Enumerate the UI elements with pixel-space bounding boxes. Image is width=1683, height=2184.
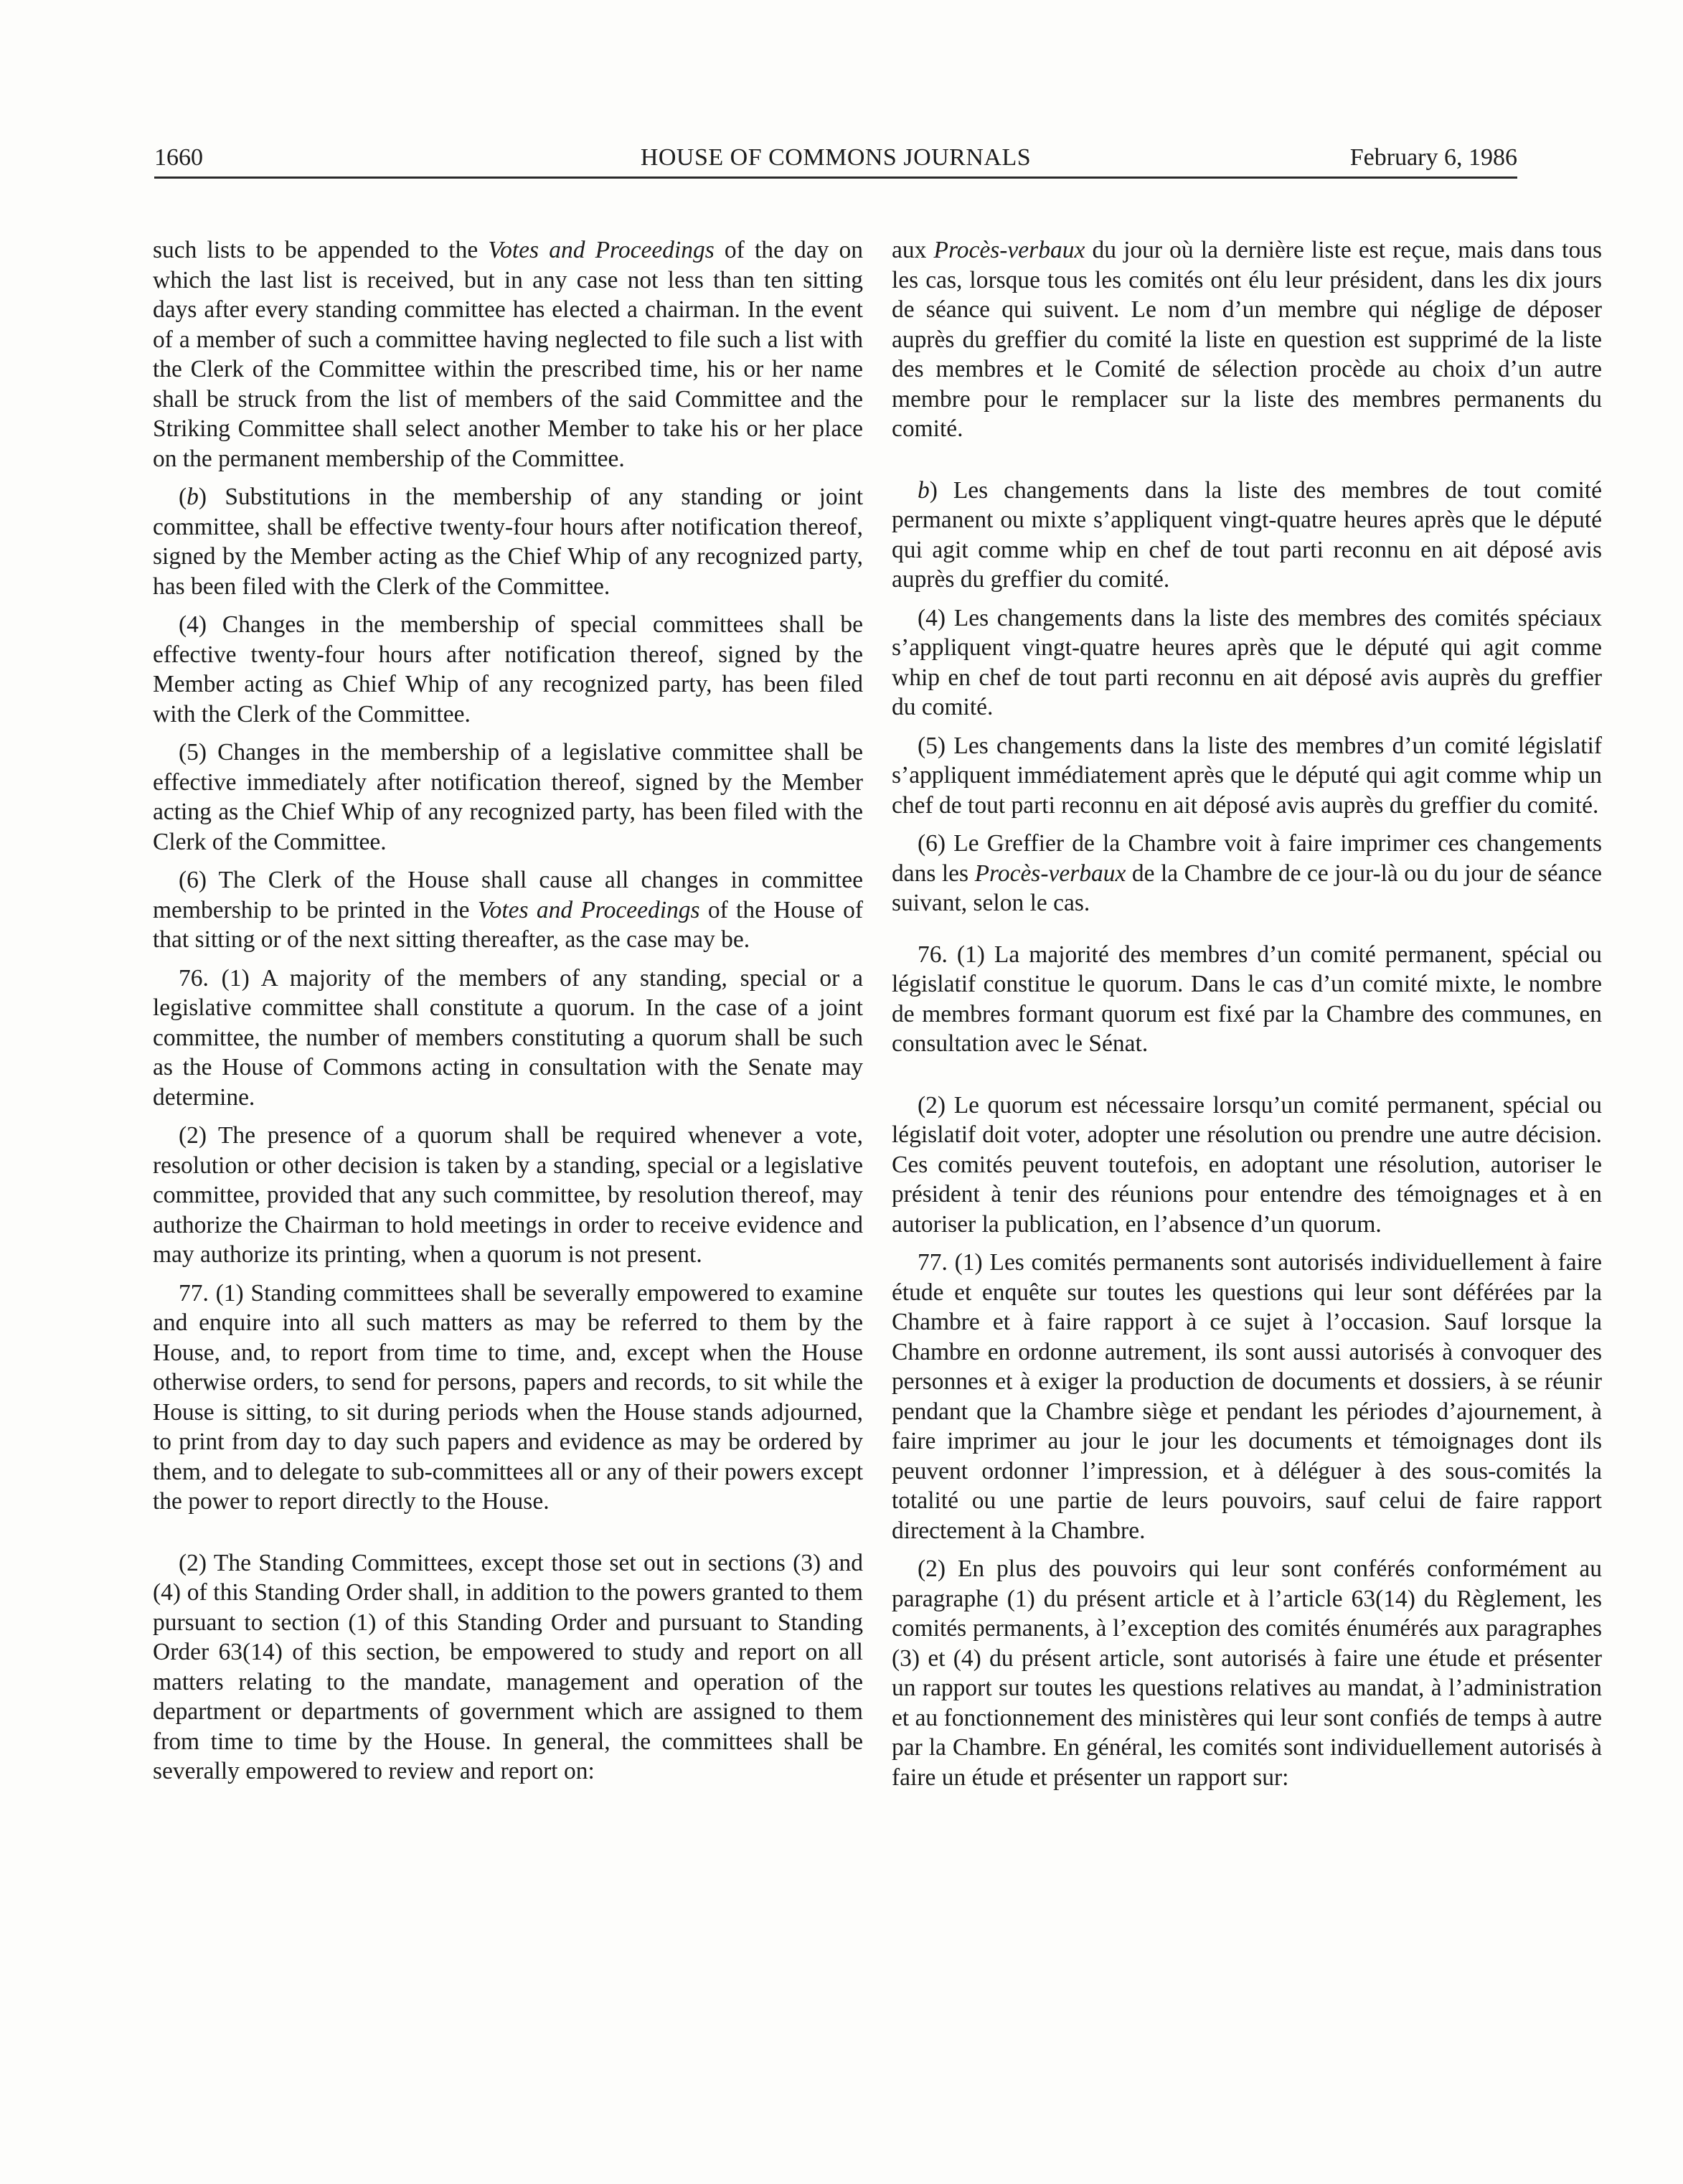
fr-paragraph: (5) Les changements dans la liste des membres d’un comité législatif s’appliquent immédiatement après que le député qui agit comme whip un chef de tout parti reconnu en ait déposé avis auprès du greffier du comité.: [892, 732, 1602, 819]
en-paragraph: 76. (1) A majority of the members of any standing, special or a legislative committee shall constitute a quorum. In the case of a joint committee, the number of members constituting a quorum shall be such as the House of Commons acting in consultation with the Senate may determine.: [153, 964, 863, 1111]
french-column: [892, 235, 1602, 1801]
fr-paragraph: 76. (1) La majorité des membres d’un comité permanent, spécial ou législatif constitue le quorum. Dans le cas d’un comité mixte, le nombre de membres formant quorum est fixé par la Chambre des communes, en consultation avec le Sénat.: [892, 941, 1602, 1057]
en-paragraph: such lists to be appended to the Votes and Proceedings of the day on which the last list is received, but in any case not less than ten sitting days after every standing committee has elected a chairman. In the event of a member of such a committee having neglected to file such a list with the Clerk of the Committee within the prescribed time, his or her name shall be struck from the list of members of the said Committee and the Striking Committee shall select another Member to take his or her place on the permanent membership of the Committee.: [153, 237, 864, 472]
english-column: [153, 235, 863, 1795]
italic-text: b: [918, 476, 930, 504]
italic-text: Votes and Proceedings: [477, 896, 700, 923]
fr-paragraph: (4) Les changements dans la liste des membres des comités spéciaux s’appliquent vingt-quatre heures après que le député qui agit comme whip en chef de tout parti reconnu en ait déposé avis auprès du greffier du comité.: [892, 604, 1602, 720]
header-date: February 6, 1986: [1349, 144, 1517, 171]
en-paragraph: (2) The presence of a quorum shall be required whenever a vote, resolution or other decision is taken by a standing, special or a legislative committee, provided that any such committee, by resolution thereof, may authorize the Chairman to hold meetings in order to receive evidence and may authorize its printing, when a quorum is not present.: [153, 1122, 863, 1268]
en-paragraph: (2) The Standing Committees, except those set out in sections (3) and (4) of this Standing Order shall, in addition to the powers granted to them pursuant to section (1) of this Standing Order and pursuant to Standing Order 63(14) of this section, be empowered to study and report on all matters relating to the mandate, management and operation of the department or departments of government which are assigned to them from time to time by the House. In general, the committees shall be severally empowered to review and report on:: [153, 1549, 863, 1784]
fr-paragraph: (2) Le quorum est nécessaire lorsqu’un comité permanent, spécial ou législatif doit voter, adopter une résolution ou prendre une autre décision. Ces comités peuvent toutefois, en adoptant une résolution, autoriser le président à tenir des réunions pour entendre des témoignages et à en autoriser la publication, en l’absence d’un quorum.: [892, 1091, 1602, 1238]
en-paragraph: (5) Changes in the membership of a legislative committee shall be effective immediately after notification thereof, signed by the Member acting as the Chief Whip of any recognized party, has been filed with the Clerk of the Committee.: [153, 739, 863, 855]
fr-paragraph: b) Les changements dans la liste des membres de tout comité permanent ou mixte s’appliquent vingt-quatre heures après que le député qui agit comme whip en chef de tout parti reconnu en ait déposé avis auprès du greffier du comité.: [892, 476, 1602, 593]
italic-text: Votes and Proceedings: [488, 237, 715, 263]
page-header: [154, 136, 1517, 172]
italic-text: Procès-verbaux: [933, 237, 1085, 263]
en-paragraph: (b) Substitutions in the membership of any standing or joint committee, shall be effective twenty-four hours after notification thereof, signed by the Member acting as the Chief Whip of any recognized party, has been filed with the Clerk of the Committee.: [153, 484, 863, 600]
fr-paragraph: 77. (1) Les comités permanents sont autorisés individuellement à faire étude et enquête sur toutes les questions qui leur sont déférées par la Chambre et à faire rapport à ce sujet à l’occasion. Sauf lorsque la Chambre en ordonne autrement, ils sont aussi autorisés à convoquer des personnes et à exiger la production de documents et dossiers, à se réunir pendant que la Chambre siège et pendant les périodes d’ajournement, à faire imprimer au jour le jour les documents et témoignages dont ils peuvent ordonner l’impression, et à déléguer à des sous-comités la totalité ou une partie de leurs pouvoirs, sauf celui de faire rapport directement à la Chambre.: [892, 1249, 1602, 1544]
running-title: HOUSE OF COMMONS JOURNALS: [640, 144, 1032, 171]
fr-paragraph: (2) En plus des pouvoirs qui leur sont conférés conformément au paragraphe (1) du présent article et à l’article 63(14) du Règlement, les comités permanents, à l’exception des comités énumérés aux paragraphes (3) et (4) du présent article, sont autorisés à faire une étude et présenter un rapport sur toutes les questions relatives au mandat, à l’administration et au fonctionnement des ministères qui leur sont confiés de temps à autre par la Chambre. En général, les comités sont individuellement autorisés à faire un étude et présenter un rapport sur:: [892, 1555, 1602, 1791]
italic-text: b: [187, 484, 199, 510]
header-rule: [154, 176, 1517, 179]
italic-text: Procès-verbaux: [974, 860, 1126, 887]
en-paragraph: 77. (1) Standing committees shall be severally empowered to examine and enquire into all such matters as may be referred to them by the House, and, to report from time to time, and, except when the House otherwise orders, to send for persons, papers and records, to sit while the House is sitting, to sit during periods when the House stands adjourned, to print from day to day such papers and evidence as may be ordered by them, and to delegate to sub-committees all or any of their powers except the power to report directly to the House.: [153, 1279, 863, 1515]
page-number: 1660: [154, 144, 203, 171]
fr-paragraph: (6) Le Greffier de la Chambre voit à faire imprimer ces changements dans les Procès-verbaux de la Chambre de ce jour-là ou du jour de séance suivant, selon le cas.: [892, 830, 1602, 916]
fr-paragraph: aux Procès-verbaux du jour où la dernière liste est reçue, mais dans tous les cas, lorsque tous les comités ont élu leur président, dans les dix jours de séance qui suivent. Le nom d’un membre qui néglige de déposer auprès du greffier du comité la liste en question est supprimé de la liste des membres et le Comité de sélection procède au choix d’un autre membre pour le remplacer sur la liste des membres permanents du comité.: [892, 237, 1602, 442]
en-paragraph: (6) The Clerk of the House shall cause all changes in committee membership to be printed in the Votes and Proceedings of the House of that sitting or of the next sitting thereafter, as the case may be.: [153, 867, 864, 953]
en-paragraph: (4) Changes in the membership of special committees shall be effective twenty-four hours after notification thereof, signed by the Member acting as Chief Whip of any recognized party, has been filed with the Clerk of the Committee.: [153, 611, 863, 728]
